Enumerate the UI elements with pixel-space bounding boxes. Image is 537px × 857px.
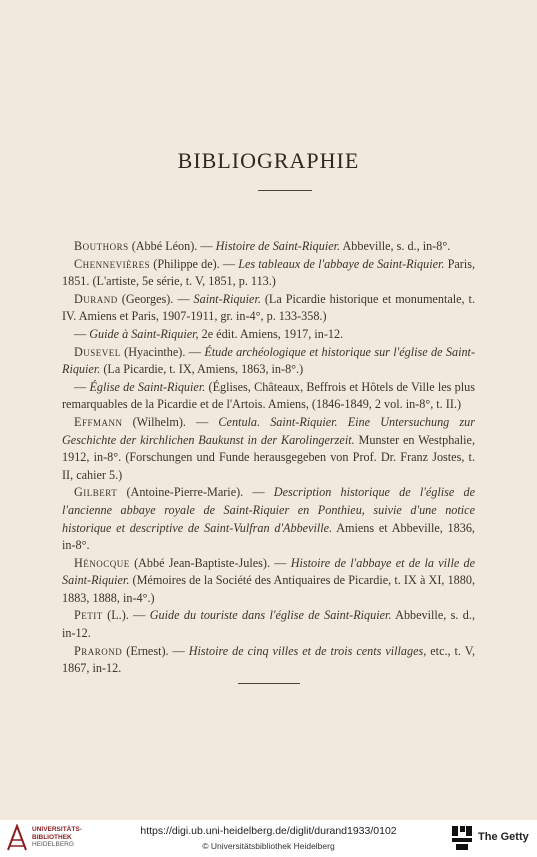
entry-pre: — [74, 379, 90, 394]
entry-title: Centula. Saint-Riquier. Eine Untersuchung zur Geschichte der kirchlichen Baukunst in der Karolingerzeit. [62, 414, 475, 447]
entry-post: (Mémoires de la Société des Antiquaires de Picardie, t. IX à XI, 1880, 1883, 1888, in-4°.) [62, 573, 475, 605]
entry-post: (La Picardie historique et monumentale, t. IV. Amiens et Paris, 1907-1911, gr. in-4°, p. 133-358.) [62, 291, 475, 324]
page-url-link[interactable]: https://digi.ub.uni-heidelberg.de/diglit/durand1933/0102 [140, 825, 397, 837]
entry-author: Hénocque [74, 555, 130, 570]
bibliography-entry [62, 256, 475, 291]
entry-author: Prarond [74, 643, 123, 658]
entry-title: Guide à Saint-Riquier, [89, 326, 199, 341]
entry-author: Dusevel [74, 344, 121, 359]
entry-pre: (L.). — [102, 608, 150, 623]
entry-title: Étude archéologique et historique sur l'église de Saint-Riquier. [62, 344, 475, 377]
entry-title: Description historique de l'église de l'ancienne abbaye royale de Saint-Riquier en Ponthieu, suivie d'une notice historique et descriptive de Saint-Vulfran d'Abbeville. [62, 485, 475, 535]
bibliography-entry [62, 291, 475, 326]
entry-author: Chennevières [74, 256, 151, 271]
bibliography-entry [62, 344, 475, 379]
entry-author: Effmann [74, 414, 123, 429]
entry-author: Durand [74, 291, 118, 306]
bibliography-entry [62, 643, 475, 678]
entry-author: Bouthors [74, 239, 129, 253]
bibliography-entry [62, 379, 475, 414]
entry-author: Petit [74, 608, 103, 623]
entry-title: Saint-Riquier. [193, 291, 261, 306]
entry-post: (Églises, Châteaux, Beffrois et Hôtels de Ville les plus remarquables de la Picardie et de l'Artois. Amiens, (1846-1849, 2 vol. in-8°, t. II.) [62, 379, 475, 412]
bibliography-entry [62, 607, 475, 642]
viewer-footer [0, 820, 537, 857]
entry-pre: (Philippe de). — [150, 256, 239, 271]
entry-title: Église de Saint-Riquier. [89, 379, 206, 394]
entry-post: Amiens et Abbeville, 1836, in-8°. [62, 520, 475, 553]
entry-post: Abbeville, s. d., in-12. [62, 608, 475, 641]
bibliography-entry [62, 555, 475, 608]
entry-pre: (Wilhelm). — [122, 414, 219, 429]
entry-pre: (Ernest). — [122, 643, 189, 658]
entry-pre: — [74, 326, 90, 341]
bibliography-list [62, 238, 475, 678]
getty-name: The Getty [478, 831, 529, 843]
closing-rule [238, 683, 300, 684]
entry-pre: (Hyacinthe). — [120, 344, 205, 359]
page-title: BIBLIOGRAPHIE [177, 148, 360, 173]
library-name: UNIVERSITÄTS- BIBLIOTHEK HEIDELBERG [32, 826, 82, 848]
bibliography-entry [62, 484, 475, 554]
entry-post: 2e édit. Amiens, 1917, in-12. [198, 326, 344, 341]
entry-post: etc., t. V, 1867, in-12. [62, 643, 475, 676]
entry-author: Gilbert [74, 485, 118, 500]
entry-pre: (Antoine-Pierre-Marie). — [117, 485, 274, 500]
copyright-notice: © Universitätsbibliothek Heidelberg [202, 841, 335, 851]
entry-post: Abbeville, s. d., in-8°. [340, 239, 451, 253]
title-rule [258, 190, 312, 191]
entry-title: Histoire de l'abbaye et de la ville de Saint-Riquier. [62, 555, 476, 588]
bibliography-entry [62, 414, 475, 484]
entry-title: Histoire de cinq villes et de trois cents villages, [188, 643, 427, 658]
getty-logo-icon [452, 826, 472, 850]
entry-title: Guide du touriste dans l'église de Saint-Riquier. [149, 608, 392, 623]
entry-post: Paris, 1851. (L'artiste, 5e série, t. V, 1851, p. 113.) [62, 256, 476, 289]
entry-post: Munster en Westphalie, 1912, in-8°. (Forschungen und Funde herausgegeben von Prof. Dr. Franz Jostes, t. II, cahier 5.) [62, 432, 476, 482]
entry-title: Histoire de Saint-Riquier. [215, 239, 341, 253]
entry-pre: (Abbé Léon). — [128, 239, 216, 253]
entry-pre: (Abbé Jean-Baptiste-Jules). — [129, 555, 291, 570]
bibliography-entry [62, 238, 475, 256]
entry-post: (La Picardie, t. IX, Amiens, 1863, in-8°.) [100, 362, 304, 377]
bibliography-entry [62, 326, 475, 344]
entry-title: Les tableaux de l'abbaye de Saint-Riquier. [238, 256, 445, 271]
entry-pre: (Georges). — [117, 291, 194, 306]
